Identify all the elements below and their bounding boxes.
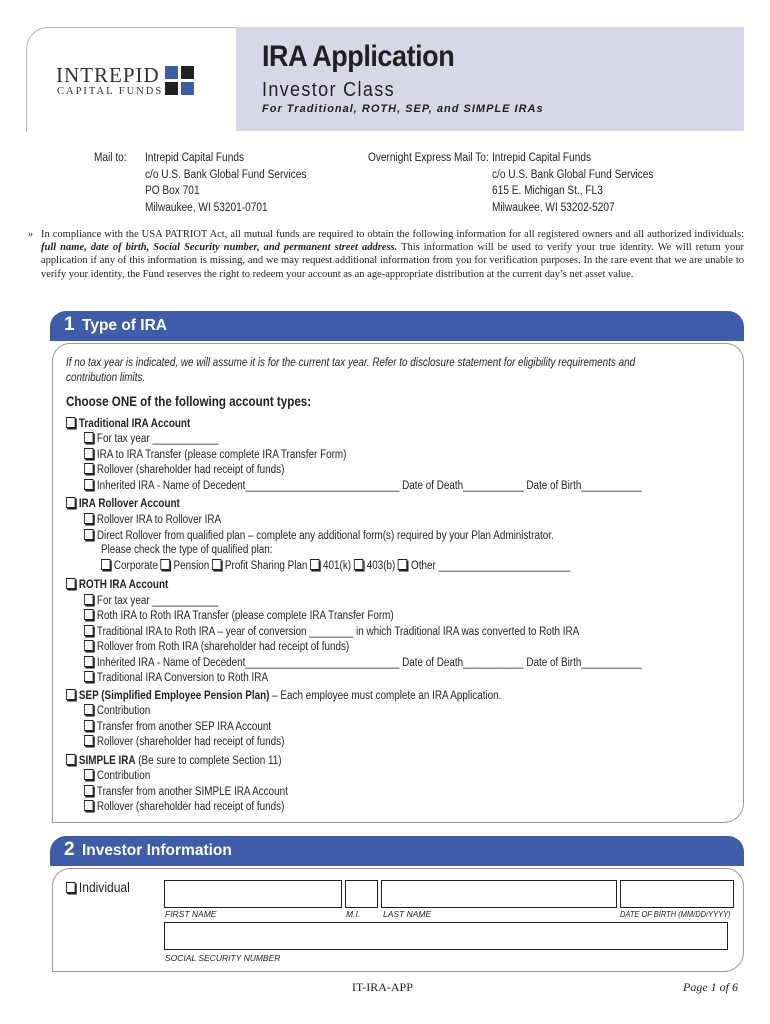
- direct-rollover-option[interactable]: Direct Rollover from qualified plan – complete any additional form(s) required by your Plan Administrator.: [84, 529, 554, 542]
- plan-other-option[interactable]: Other ________________________: [398, 560, 570, 572]
- checkbox-icon[interactable]: [212, 559, 221, 570]
- page-tagline: For Traditional, ROTH, SEP, and SIMPLE IRAs: [262, 103, 544, 115]
- logo-subwordmark: CAPITAL FUNDS: [57, 86, 164, 97]
- sep-contribution-option[interactable]: Contribution: [84, 704, 150, 717]
- simple-ira-option[interactable]: SIMPLE IRA (Be sure to complete Section 11): [66, 754, 282, 767]
- form-code: IT-IRA-APP: [352, 980, 413, 994]
- last-name-field[interactable]: [381, 880, 617, 908]
- checkbox-icon[interactable]: [84, 529, 93, 540]
- roth-conversion-year-option[interactable]: Traditional IRA to Roth IRA – year of conversion ________ in which Traditional IRA was converted to Roth IRA: [84, 625, 579, 638]
- checkbox-icon[interactable]: [84, 463, 93, 474]
- checkbox-icon[interactable]: [84, 513, 93, 524]
- section-1-intro: If no tax year is indicated, we will assume it is for the current tax year. Refer to disclosure statement for eligibility requirements and contribution limits.: [66, 357, 636, 384]
- checkbox-icon[interactable]: [101, 559, 110, 570]
- page-title: IRA Application: [262, 40, 455, 73]
- overnight-mail-address: Intrepid Capital Funds c/o U.S. Bank Global Fund Services 615 E. Michigan St., FL3 Milwaukee, WI 53202-5207: [492, 152, 654, 214]
- choose-account-heading: Choose ONE of the following account types:: [66, 394, 312, 409]
- traditional-transfer-option[interactable]: IRA to IRA Transfer (please complete IRA Transfer Form): [84, 448, 346, 461]
- checkbox-icon[interactable]: [84, 769, 93, 780]
- individual-option[interactable]: Individual: [66, 879, 130, 895]
- simple-transfer-option[interactable]: Transfer from another SIMPLE IRA Account: [84, 785, 288, 798]
- qualified-plan-types: [101, 559, 571, 572]
- ssn-label: SOCIAL SECURITY NUMBER: [165, 953, 281, 963]
- roth-ira-option[interactable]: ROTH IRA Account: [66, 578, 168, 591]
- traditional-rollover-option[interactable]: Rollover (shareholder had receipt of funds): [84, 463, 284, 476]
- simple-contribution-option[interactable]: Contribution: [84, 769, 150, 782]
- checkbox-icon[interactable]: [84, 720, 93, 731]
- ssn-field[interactable]: [164, 922, 728, 950]
- checkbox-icon[interactable]: [354, 559, 363, 570]
- plan-pension-option[interactable]: Pension: [161, 560, 210, 572]
- plan-403b-option[interactable]: 403(b): [354, 560, 395, 572]
- checkbox-icon[interactable]: [84, 594, 93, 605]
- checkbox-icon[interactable]: [161, 559, 170, 570]
- sep-transfer-option[interactable]: Transfer from another SEP IRA Account: [84, 720, 271, 733]
- middle-initial-field[interactable]: [345, 880, 378, 908]
- section-2-header: 2 Investor Information: [50, 836, 744, 866]
- checkbox-icon[interactable]: [84, 656, 93, 667]
- checkbox-icon[interactable]: [66, 578, 75, 589]
- checkbox-icon[interactable]: [84, 735, 93, 746]
- traditional-inherited-option[interactable]: Inherited IRA - Name of Decedent____________________________ Date of Death___________ Date of Birth___________: [84, 479, 642, 492]
- rollover-to-rollover-option[interactable]: Rollover IRA to Rollover IRA: [84, 513, 221, 526]
- checkbox-icon[interactable]: [310, 559, 319, 570]
- checkbox-icon[interactable]: [66, 497, 75, 508]
- qualified-plan-note: Please check the type of qualified plan:: [101, 544, 273, 556]
- roth-tax-year-option[interactable]: For tax year ____________: [84, 594, 218, 607]
- checkbox-icon[interactable]: [66, 882, 75, 893]
- checkbox-icon[interactable]: [84, 704, 93, 715]
- first-name-label: FIRST NAME: [165, 909, 217, 919]
- page-subtitle: Investor Class: [262, 79, 395, 101]
- plan-corporate-option[interactable]: Corporate: [101, 560, 158, 572]
- rollover-ira-option[interactable]: IRA Rollover Account: [66, 497, 180, 510]
- dob-label: DATE OF BIRTH (MM/DD/YYYY): [620, 909, 731, 919]
- checkbox-icon[interactable]: [398, 559, 407, 570]
- checkbox-icon[interactable]: [84, 432, 93, 443]
- checkbox-icon[interactable]: [84, 448, 93, 459]
- roth-conversion-option[interactable]: Traditional IRA Conversion to Roth IRA: [84, 671, 268, 684]
- last-name-label: LAST NAME: [383, 909, 432, 919]
- overnight-mail-label: Overnight Express Mail To:: [368, 152, 489, 164]
- traditional-tax-year-option[interactable]: For tax year ____________: [84, 432, 218, 445]
- roth-transfer-option[interactable]: Roth IRA to Roth IRA Transfer (please complete IRA Transfer Form): [84, 609, 394, 622]
- section-1-header: 1 Type of IRA: [50, 311, 744, 341]
- mail-to-address: Intrepid Capital Funds c/o U.S. Bank Global Fund Services PO Box 701 Milwaukee, WI 53201-0701: [145, 152, 307, 214]
- checkbox-icon[interactable]: [84, 625, 93, 636]
- date-of-birth-field[interactable]: [620, 880, 734, 908]
- simple-rollover-option[interactable]: Rollover (shareholder had receipt of funds): [84, 800, 284, 813]
- first-name-field[interactable]: [164, 880, 342, 908]
- checkbox-icon[interactable]: [84, 479, 93, 490]
- checkbox-icon[interactable]: [66, 689, 75, 700]
- plan-profit-sharing-option[interactable]: Profit Sharing Plan: [212, 560, 307, 572]
- page-number: Page 1 of 6: [683, 980, 738, 994]
- mail-to-label: Mail to:: [94, 152, 127, 164]
- checkbox-icon[interactable]: [66, 754, 75, 765]
- logo-squares-icon: [165, 66, 195, 96]
- roth-inherited-option[interactable]: Inherited IRA - Name of Decedent____________________________ Date of Death___________ Date of Birth___________: [84, 656, 642, 669]
- checkbox-icon[interactable]: [84, 609, 93, 620]
- traditional-ira-option[interactable]: Traditional IRA Account: [66, 417, 190, 430]
- sep-ira-option[interactable]: SEP (Simplified Employee Pension Plan) – Each employee must complete an IRA Application.: [66, 689, 501, 702]
- checkbox-icon[interactable]: [84, 671, 93, 682]
- plan-401k-option[interactable]: 401(k): [310, 560, 351, 572]
- checkbox-icon[interactable]: [84, 800, 93, 811]
- logo-wordmark: INTREPID: [56, 63, 160, 87]
- checkbox-icon[interactable]: [84, 785, 93, 796]
- mi-label: M.I.: [346, 909, 361, 919]
- checkbox-icon[interactable]: [84, 640, 93, 651]
- patriot-act-notice: » In compliance with the USA PATRIOT Act, all mutual funds are required to obtain the following information for all registered owners and all authorized individuals: full name, date of birth, Social Security number, and permanent street address. This information will be used to verify your true identity. We will return your application if any of this information is missing, and we may request additional information from you for verification purposes. In the rare event that we are unable to verify your identity, the Fund reserves the right to redeem your account as an age-appropriate distribution at the current day’s net asset value.: [28, 229, 744, 280]
- sep-rollover-option[interactable]: Rollover (shareholder had receipt of funds): [84, 735, 284, 748]
- chevron-icon: »: [28, 229, 33, 240]
- roth-rollover-option[interactable]: Rollover from Roth IRA (shareholder had receipt of funds): [84, 640, 349, 653]
- checkbox-icon[interactable]: [66, 417, 75, 428]
